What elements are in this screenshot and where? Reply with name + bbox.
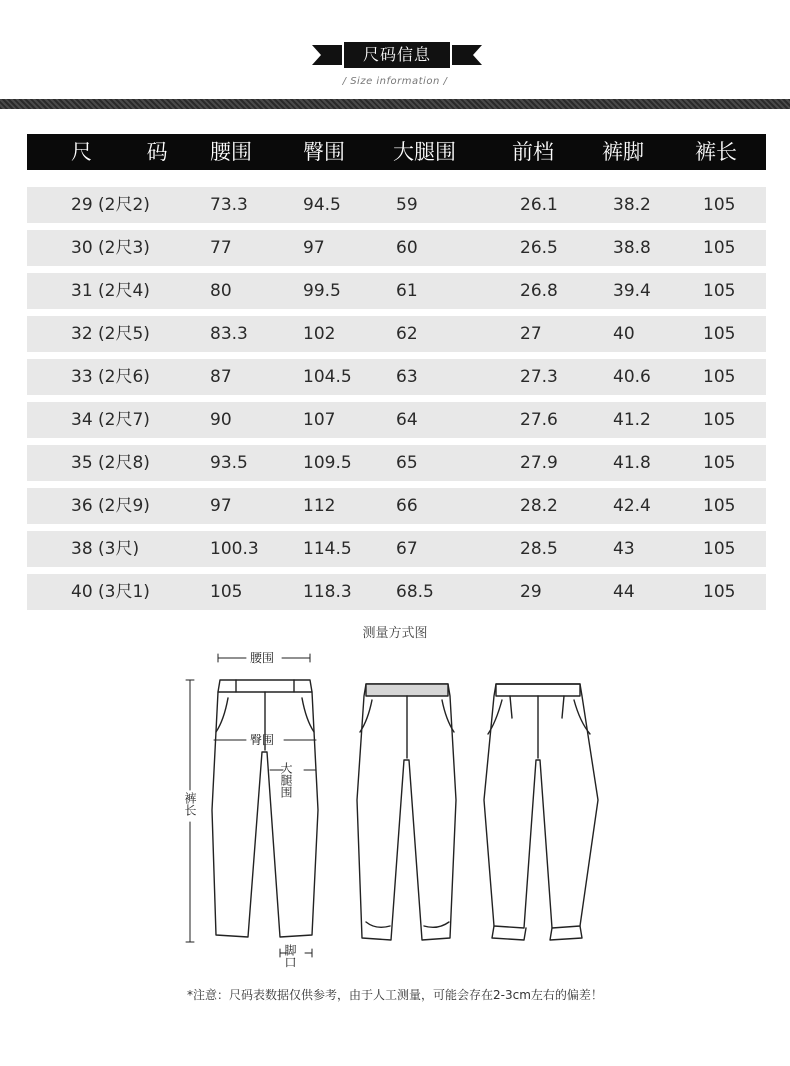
table-row: [27, 273, 766, 309]
table-row: [27, 316, 766, 352]
cell-length: 105: [703, 410, 736, 430]
table-header: [27, 134, 766, 170]
cell-thigh: 63: [396, 367, 418, 387]
diagram-caption: 测量方式图: [362, 626, 428, 641]
cell-hip: 97: [303, 238, 325, 258]
cell-size: 32 (2尺5): [71, 324, 150, 344]
cell-hem: 42.4: [613, 496, 651, 516]
cell-front-rise: 28.5: [520, 539, 558, 559]
divider-stripe: [0, 99, 790, 109]
cell-front-rise: 27: [520, 324, 542, 344]
cell-waist: 97: [210, 496, 232, 516]
cell-waist: 105: [210, 582, 243, 602]
cell-hem: 41.8: [613, 453, 651, 473]
cell-length: 105: [703, 324, 736, 344]
cell-length: 105: [703, 496, 736, 516]
cell-waist: 73.3: [210, 195, 248, 215]
cell-length: 105: [703, 367, 736, 387]
cell-length: 105: [703, 281, 736, 301]
cell-front-rise: 28.2: [520, 496, 558, 516]
label-waist: 腰围: [250, 651, 275, 665]
cell-front-rise: 27.3: [520, 367, 558, 387]
cell-waist: 83.3: [210, 324, 248, 344]
cell-thigh: 62: [396, 324, 418, 344]
cell-front-rise: 26.5: [520, 238, 558, 258]
cell-hip: 114.5: [303, 539, 352, 559]
cell-thigh: 67: [396, 539, 418, 559]
cell-waist: 93.5: [210, 453, 248, 473]
table-row: [27, 187, 766, 223]
cell-thigh: 66: [396, 496, 418, 516]
cell-size: 35 (2尺8): [71, 453, 150, 473]
cell-size: 38 (3尺): [71, 539, 140, 559]
cell-hem: 44: [613, 582, 635, 602]
cell-waist: 80: [210, 281, 232, 301]
cell-size: 40 (3尺1): [71, 582, 150, 602]
header-waist: 腰围: [210, 140, 252, 164]
cell-hem: 43: [613, 539, 635, 559]
cell-hip: 99.5: [303, 281, 341, 301]
cell-waist: 90: [210, 410, 232, 430]
table-row: [27, 402, 766, 438]
cell-hip: 94.5: [303, 195, 341, 215]
cell-waist: 77: [210, 238, 232, 258]
table-row: [27, 488, 766, 524]
cell-thigh: 59: [396, 195, 418, 215]
cell-hip: 102: [303, 324, 336, 344]
cell-hem: 40: [613, 324, 635, 344]
cell-thigh: 68.5: [396, 582, 434, 602]
table-row: [27, 359, 766, 395]
cell-front-rise: 26.1: [520, 195, 558, 215]
cell-hip: 112: [303, 496, 336, 516]
cell-front-rise: 27.6: [520, 410, 558, 430]
cell-hem: 39.4: [613, 281, 651, 301]
cell-hem: 40.6: [613, 367, 651, 387]
cell-size: 33 (2尺6): [71, 367, 150, 387]
cell-hip: 118.3: [303, 582, 352, 602]
cell-thigh: 64: [396, 410, 418, 430]
cell-size: 36 (2尺9): [71, 496, 150, 516]
header-hem: 裤脚: [602, 140, 644, 164]
cell-front-rise: 29: [520, 582, 542, 602]
cell-length: 105: [703, 453, 736, 473]
disclaimer-note: *注意：尺码表数据仅供参考，由于人工测量，可能会存在2-3cm左右的偏差！: [187, 988, 603, 1002]
measurement-diagram: [150, 640, 620, 970]
page-title: 尺码信息: [344, 42, 450, 68]
table-row: [27, 230, 766, 266]
cell-length: 105: [703, 238, 736, 258]
cell-hem: 38.2: [613, 195, 651, 215]
ribbon-left-tail: [312, 45, 342, 65]
header-banner: [0, 0, 790, 110]
cell-hem: 38.8: [613, 238, 651, 258]
page-subtitle: / Size information /: [342, 76, 448, 87]
header-hip: 臀围: [303, 140, 345, 164]
table-row: [27, 445, 766, 481]
ribbon-right-tail: [452, 45, 482, 65]
label-length: 裤长: [183, 792, 197, 816]
pants-measure-sketch: [183, 651, 318, 968]
header-thigh: 大腿围: [393, 140, 456, 164]
cell-hip: 107: [303, 410, 336, 430]
cell-size: 29 (2尺2): [71, 195, 150, 215]
pants-tapered-sketch: [484, 684, 598, 940]
cell-length: 105: [703, 582, 736, 602]
cell-hip: 104.5: [303, 367, 352, 387]
label-hip: 臀围: [250, 733, 275, 747]
cell-length: 105: [703, 539, 736, 559]
table-row: [27, 531, 766, 567]
header-length: 裤长: [695, 140, 737, 164]
cell-front-rise: 27.9: [520, 453, 558, 473]
cell-thigh: 61: [396, 281, 418, 301]
pants-front-sketch: [357, 684, 456, 940]
cell-size: 34 (2尺7): [71, 410, 150, 430]
label-thigh: 大腿围: [279, 762, 293, 798]
cell-hem: 41.2: [613, 410, 651, 430]
cell-waist: 87: [210, 367, 232, 387]
cell-waist: 100.3: [210, 539, 259, 559]
cell-hip: 109.5: [303, 453, 352, 473]
title-ribbon: [312, 42, 482, 68]
cell-thigh: 65: [396, 453, 418, 473]
cell-length: 105: [703, 195, 736, 215]
cell-size: 31 (2尺4): [71, 281, 150, 301]
label-hem: 脚口: [283, 944, 297, 968]
cell-thigh: 60: [396, 238, 418, 258]
header-size: 尺 码: [71, 140, 192, 164]
header-front-rise: 前档: [512, 140, 554, 164]
cell-size: 30 (2尺3): [71, 238, 150, 258]
table-row: [27, 574, 766, 610]
cell-front-rise: 26.8: [520, 281, 558, 301]
